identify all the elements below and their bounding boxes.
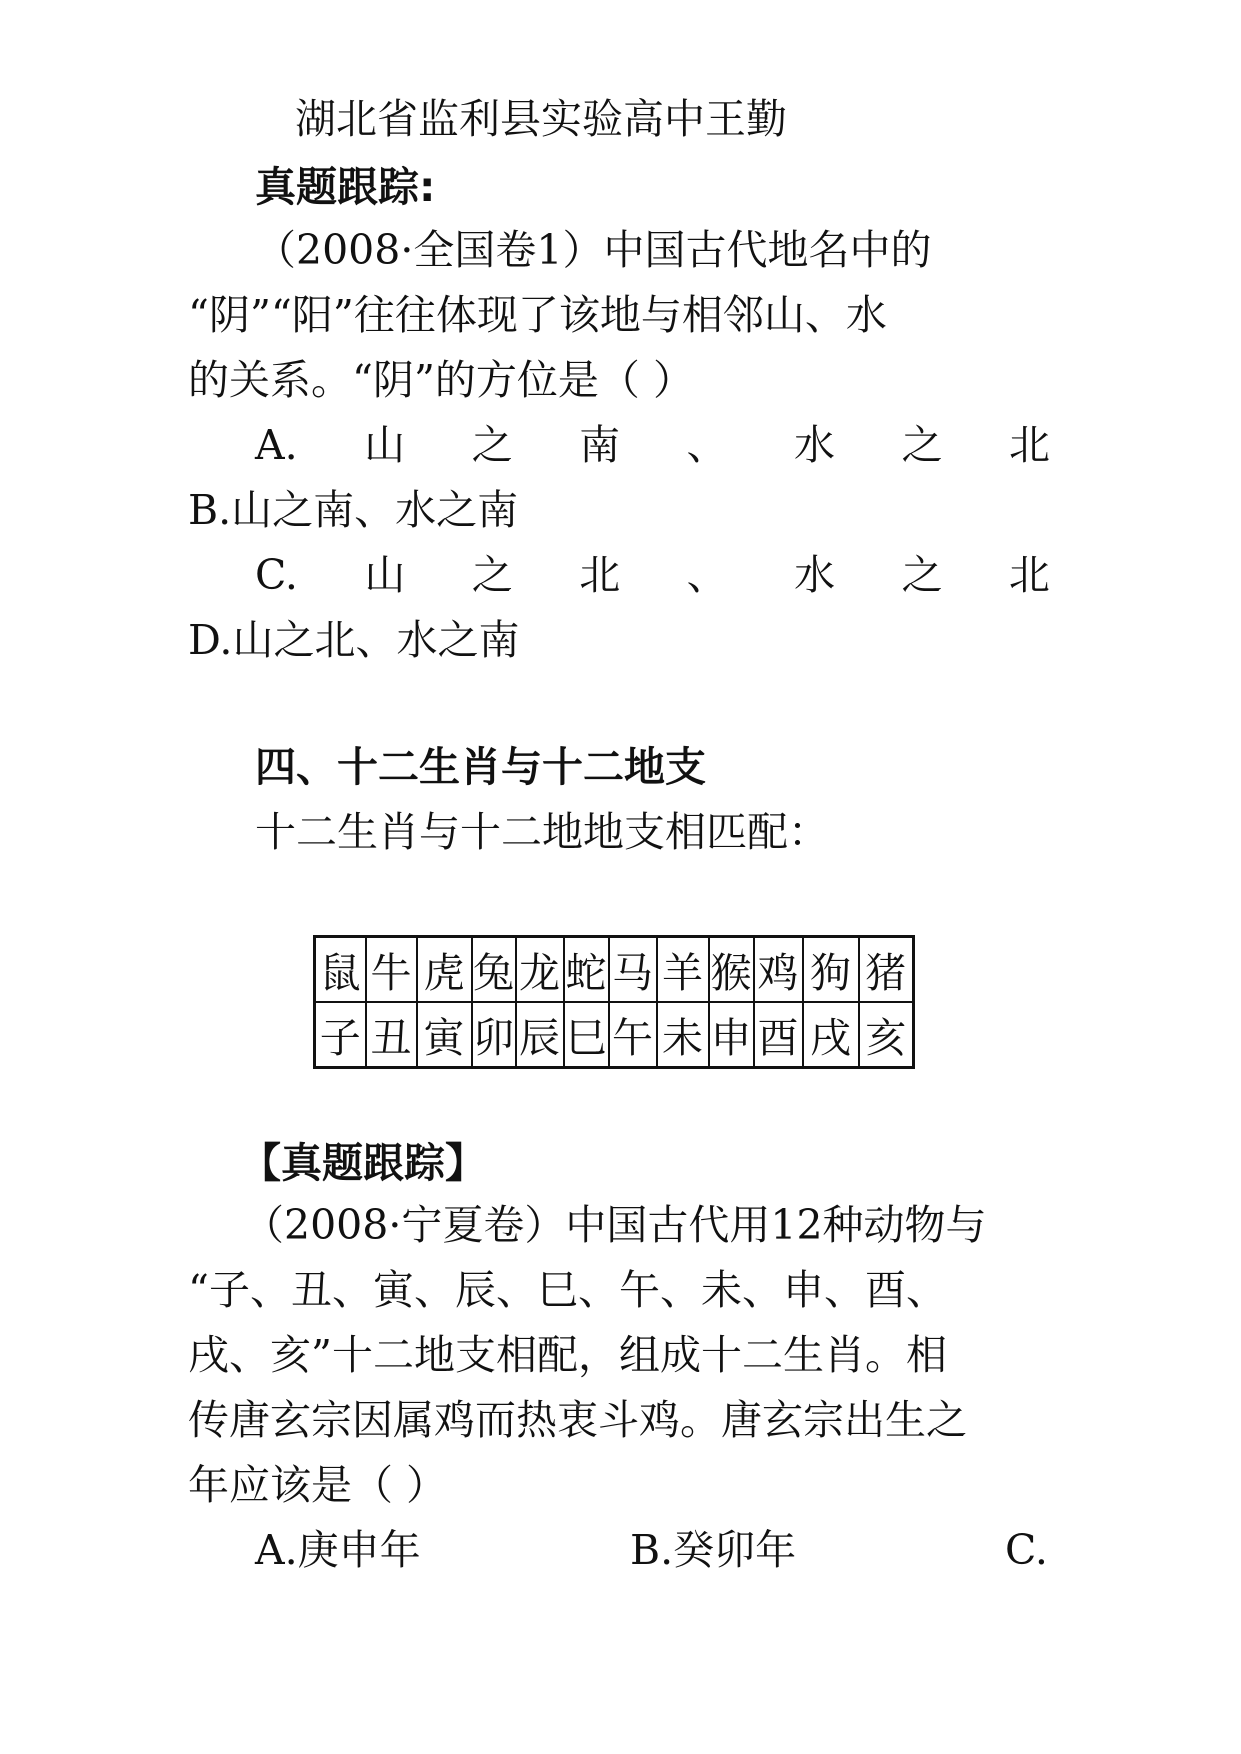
option-b: B.山之南、水之南 [188, 486, 519, 534]
option-c-char: 北 [1008, 551, 1050, 599]
zodiac-animal-cell: 猪 [859, 937, 914, 1003]
question1-line-3: 的关系。“阴”的方位是（ ） [188, 356, 694, 404]
earthly-branch-cell: 午 [609, 1002, 657, 1068]
zodiac-animal-cell: 马 [609, 937, 657, 1003]
option-c-char: 之 [471, 551, 513, 599]
option-c-char: 水 [794, 551, 836, 599]
section-heading-zhenti-bracket: 【真题跟踪】 [240, 1139, 486, 1187]
question2-line-5: 年应该是（ ） [188, 1461, 448, 1509]
option-c-char: 、 [686, 551, 728, 599]
earthly-branch-cell: 戌 [803, 1002, 859, 1068]
zodiac-animal-cell: 兔 [472, 937, 516, 1003]
section-heading-zhenti: 真题跟踪: [255, 163, 436, 211]
question2-option-a: A.庚申年 [255, 1526, 421, 1574]
zodiac-animal-cell: 蛇 [564, 937, 609, 1003]
author-line: 湖北省监利县实验高中王勤 [295, 95, 787, 143]
option-a-char: 山 [364, 421, 406, 469]
zodiac-animal-cell: 牛 [366, 937, 417, 1003]
zodiac-animal-cell: 羊 [657, 937, 709, 1003]
option-a [255, 420, 1050, 470]
zodiac-animal-cell: 猴 [709, 937, 754, 1003]
option-a-char: 之 [471, 421, 513, 469]
zodiac-animal-cell: 虎 [417, 937, 472, 1003]
option-c-char: 山 [364, 551, 406, 599]
zodiac-animal-cell: 狗 [803, 937, 859, 1003]
option-c-char: 北 [579, 551, 621, 599]
option-a-char: 水 [794, 421, 835, 469]
earthly-branch-cell: 亥 [859, 1002, 914, 1068]
zodiac-animal-cell: 龙 [516, 937, 564, 1003]
zodiac-animal-row [315, 937, 914, 1003]
option-a-char: 北 [1008, 421, 1050, 469]
earthly-branch-cell: 丑 [366, 1002, 417, 1068]
question2-line-2: “子、丑、寅、辰、巳、午、未、申、酉、 [188, 1266, 947, 1314]
question1-line-2: “阴”“阳”往往体现了该地与相邻山、水 [188, 291, 887, 339]
zodiac-intro: 十二生肖与十二地地支相匹配： [255, 808, 829, 856]
option-c-char: 之 [901, 551, 943, 599]
earthly-branch-cell: 巳 [564, 1002, 609, 1068]
question2-line-4: 传唐玄宗因属鸡而热衷斗鸡。唐玄宗出生之 [188, 1396, 967, 1444]
question1-line-1: （2008·全国卷1）中国古代地名中的 [255, 226, 932, 274]
option-a-char: 、 [686, 421, 728, 469]
question2-line-3: 戌、亥”十二地支相配，组成十二生肖。相 [188, 1331, 947, 1379]
option-c-char: C. [255, 551, 298, 599]
earthly-branch-cell: 卯 [472, 1002, 516, 1068]
section-heading-zodiac: 四、十二生肖与十二地支 [255, 743, 706, 791]
question2-option-b: B.癸卯年 [630, 1526, 797, 1574]
question2-line-1: （2008·宁夏卷）中国古代用12种动物与 [243, 1201, 987, 1249]
zodiac-table [313, 935, 915, 1069]
earthly-branch-cell: 子 [315, 1002, 366, 1068]
option-a-char: 南 [579, 421, 621, 469]
zodiac-animal-cell: 鼠 [315, 937, 366, 1003]
option-c [255, 550, 1050, 600]
option-d: D.山之北、水之南 [188, 616, 520, 664]
earthly-branch-cell: 寅 [417, 1002, 472, 1068]
earthly-branch-cell: 辰 [516, 1002, 564, 1068]
earthly-branch-cell: 未 [657, 1002, 709, 1068]
option-a-char: A. [255, 421, 298, 469]
question2-option-c: C. [1005, 1526, 1048, 1574]
earthly-branch-cell: 申 [709, 1002, 754, 1068]
earthly-branch-cell: 酉 [754, 1002, 803, 1068]
zodiac-animal-cell: 鸡 [754, 937, 803, 1003]
earthly-branch-row [315, 1002, 914, 1068]
option-a-char: 之 [901, 421, 943, 469]
